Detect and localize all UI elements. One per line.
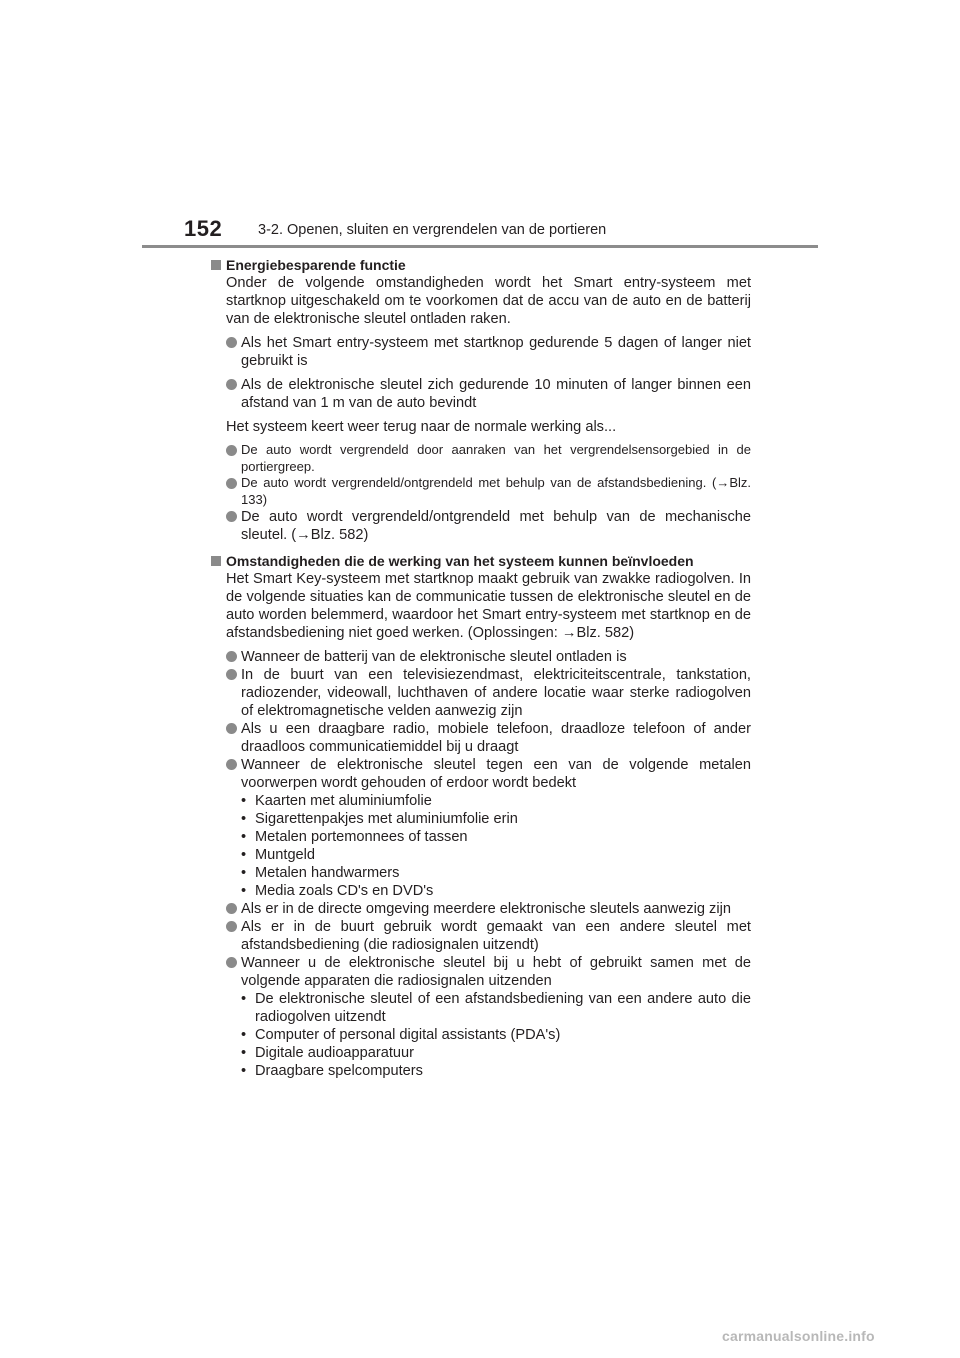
circle-bullet-icon xyxy=(226,337,237,348)
sub-list-item-text: Draagbare spelcomputers xyxy=(255,1063,423,1079)
sub-list-item-text: Computer of personal digital assistants (PDA's) xyxy=(255,1027,561,1043)
circle-bullet-icon xyxy=(226,903,237,914)
circle-bullet-icon xyxy=(226,478,237,489)
list-item xyxy=(226,475,751,508)
sub-bullet: • xyxy=(241,793,247,809)
list-item xyxy=(226,508,751,544)
sub-bullet: • xyxy=(241,1063,247,1079)
list-item-text: De auto wordt vergrendeld door aanraken van het vergrendelsensorgebied in de portiergreep. xyxy=(241,442,751,474)
circle-bullet-icon xyxy=(226,957,237,968)
sub-list-item-text: Digitale audioapparatuur xyxy=(255,1045,415,1061)
circle-bullet-icon xyxy=(226,379,237,390)
circle-bullet-icon xyxy=(226,445,237,456)
sub-bullet: • xyxy=(241,811,247,827)
square-bullet-icon xyxy=(211,556,221,566)
page-header xyxy=(0,0,960,250)
list-item-text: Wanneer de batterij van de elektronische sleutel ontladen is xyxy=(241,649,627,665)
section-heading-text: Omstandigheden die de werking van het systeem kunnen beïnvloeden xyxy=(226,553,694,569)
paragraph: Het systeem keert weer terug naar de normale werking als... xyxy=(226,419,617,435)
list-item-text: Als er in de buurt gebruik wordt gemaakt van een andere sleutel met afstandsbediening (die radiosignalen uitzendt) xyxy=(241,919,751,953)
sub-list-item xyxy=(241,882,751,900)
list-item-text: Als het Smart entry-systeem met startknop gedurende 5 dagen of langer niet gebruikt is xyxy=(241,335,751,369)
list-item xyxy=(226,900,751,918)
sub-list-item xyxy=(241,1026,751,1044)
page-content xyxy=(211,256,751,1080)
sub-list-item-text: Kaarten met aluminiumfolie xyxy=(255,793,432,809)
sub-bullet: • xyxy=(241,829,247,845)
list-item xyxy=(226,918,751,954)
sub-list-item xyxy=(241,1044,751,1062)
sub-list-item xyxy=(241,792,751,810)
sub-list-item xyxy=(241,864,751,882)
chapter-title: 3-2. Openen, sluiten en vergrendelen van de portieren xyxy=(258,222,607,238)
circle-bullet-icon xyxy=(226,759,237,770)
sub-bullet: • xyxy=(241,1027,247,1043)
circle-bullet-icon xyxy=(226,921,237,932)
paragraph: Onder de volgende omstandigheden wordt het Smart entry-systeem met startknop uitgeschakeld om te voorkomen dat de accu van de auto en de batterij van de elektronische sleutel ontladen raken. xyxy=(226,275,751,327)
sub-bullet: • xyxy=(241,991,247,1007)
circle-bullet-icon xyxy=(226,511,237,522)
sub-list-item xyxy=(241,1062,751,1080)
list-item xyxy=(226,334,751,370)
circle-bullet-icon xyxy=(226,723,237,734)
section-heading-energy-saving xyxy=(211,256,751,274)
circle-bullet-icon xyxy=(226,669,237,680)
sub-bullet: • xyxy=(241,883,247,899)
sub-bullet: • xyxy=(241,847,247,863)
list-item xyxy=(226,756,751,792)
list-item-text: De auto wordt vergrendeld/ontgrendeld met behulp van de mechanische sleutel. (→Blz. 582) xyxy=(241,509,751,543)
list-item xyxy=(226,648,751,666)
header-divider xyxy=(142,245,818,248)
sub-list-item xyxy=(241,990,751,1026)
list-item-text: Als u een draagbare radio, mobiele telefoon, draadloze telefoon of ander draadloos communicatiemiddel bij u draagt xyxy=(241,721,751,755)
list-item xyxy=(226,954,751,990)
sub-list-item-text: Sigarettenpakjes met aluminiumfolie erin xyxy=(255,811,518,827)
section-heading-text: Energiebesparende functie xyxy=(226,257,406,273)
sub-list-item xyxy=(241,846,751,864)
sub-bullet: • xyxy=(241,865,247,881)
sub-list-item-text: Media zoals CD's en DVD's xyxy=(255,883,434,899)
list-item-text: Als er in de directe omgeving meerdere elektronische sleutels aanwezig zijn xyxy=(241,901,731,917)
sub-list-item-text: Metalen portemonnees of tassen xyxy=(255,829,468,845)
sub-list-item xyxy=(241,828,751,846)
circle-bullet-icon xyxy=(226,651,237,662)
sub-bullet: • xyxy=(241,1045,247,1061)
watermark-text: carmanualsonline.info xyxy=(722,1328,875,1344)
list-item xyxy=(226,442,751,475)
square-bullet-icon xyxy=(211,260,221,270)
list-item-text: Wanneer de elektronische sleutel tegen een van de volgende metalen voorwerpen wordt gehouden of erdoor wordt bedekt xyxy=(241,757,751,791)
sub-list-item-text: De elektronische sleutel of een afstandsbediening van een andere auto die radiogolven uitzendt xyxy=(255,991,751,1025)
page-number: 152 xyxy=(184,216,223,241)
paragraph: Het Smart Key-systeem met startknop maakt gebruik van zwakke radiogolven. In de volgende situaties kan de communicatie tussen de elektronische sleutel en de auto worden belemmerd, waardoor het Smart entry-systeem met startknop en de afstandsbediening niet goed werken. (Oplossingen: →Blz. 582) xyxy=(226,571,751,641)
list-item xyxy=(226,720,751,756)
section-heading-interference xyxy=(211,552,751,570)
list-item-text: Wanneer u de elektronische sleutel bij u hebt of gebruikt samen met de volgende apparaten die radiosignalen uitzenden xyxy=(241,955,751,989)
sub-list-item-text: Metalen handwarmers xyxy=(255,865,400,881)
sub-list-item-text: Muntgeld xyxy=(255,847,316,863)
sub-list-item xyxy=(241,810,751,828)
list-item xyxy=(226,666,751,720)
list-item xyxy=(226,376,751,412)
list-item-text: Als de elektronische sleutel zich gedurende 10 minuten of langer binnen een afstand van 1 m van de auto bevindt xyxy=(241,377,751,411)
list-item-text: De auto wordt vergrendeld/ontgrendeld met behulp van de afstandsbediening. (→Blz. 133) xyxy=(241,475,751,507)
list-item-text: In de buurt van een televisiezendmast, elektriciteitscentrale, tankstation, radiozender, videowall, luchthaven of andere locatie waar sterke radiogolven of elektromagnetische velden aanwezig zijn xyxy=(241,667,751,719)
